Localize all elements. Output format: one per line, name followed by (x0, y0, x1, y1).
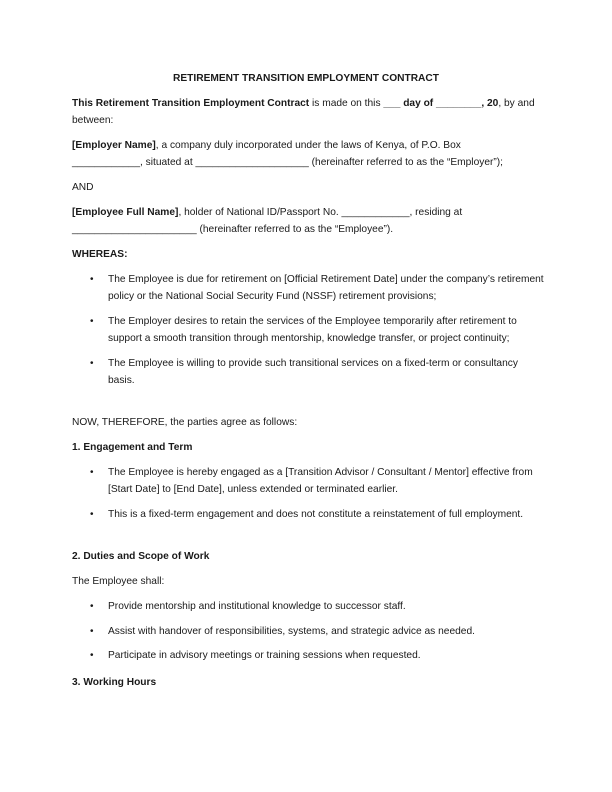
list-item: • This is a fixed-term engagement and does not constitute a reinstatement of full employment. (72, 507, 544, 524)
list-item: • Assist with handover of responsibilities, systems, and strategic advice as needed. (72, 624, 544, 641)
agree-paragraph: NOW, THEREFORE, the parties agree as follows: (72, 417, 298, 428)
employee-paragraph (72, 205, 544, 238)
section2-heading: 2. Duties and Scope of Work (72, 551, 210, 562)
employer-paragraph (72, 138, 544, 171)
employer-name-placeholder: [Employer Name] (72, 140, 156, 151)
list-item: • Participate in advisory meetings or training sessions when requested. (72, 648, 544, 665)
list-item: • The Employee is willing to provide such transitional services on a fixed-term or consultancy basis. (72, 356, 544, 389)
list-item: • The Employee is due for retirement on [Official Retirement Date] under the company’s retirement policy or the National Social Security Fund (NSSF) retirement provisions; (72, 272, 544, 305)
section2-lead: The Employee shall: (72, 576, 165, 587)
employee-line1: , holder of National ID/Passport No. ____________, residing at (178, 207, 463, 218)
section1-heading: 1. Engagement and Term (72, 442, 193, 453)
list-item: • The Employer desires to retain the services of the Employee temporarily after retirement to support a smooth transition through mentorship, knowledge transfer, or project continuity; (72, 314, 544, 347)
intro-paragraph (72, 96, 544, 129)
employer-line1: , a company duly incorporated under the laws of Kenya, of P.O. Box (155, 140, 461, 151)
intro-date-blank: ___ day of ________, 20 (383, 98, 499, 109)
intro-contract-name: This Retirement Transition Employment Contract (72, 98, 310, 109)
section3-heading: 3. Working Hours (72, 677, 157, 688)
section2-list (72, 599, 544, 665)
intro-text-a: is made on this (309, 98, 384, 109)
employee-line2: ______________________ (hereinafter referred to as the “Employee”). (72, 223, 394, 235)
employer-line2: ____________, situated at ____________________ (hereinafter referred to as the “Employer”); (72, 156, 504, 168)
and-label: AND (72, 182, 94, 193)
whereas-list (72, 272, 544, 389)
document-title: RETIREMENT TRANSITION EMPLOYMENT CONTRACT (173, 73, 439, 84)
list-item: • Provide mentorship and institutional knowledge to successor staff. (72, 599, 544, 616)
intro-text-b: , by and between: (72, 98, 535, 126)
whereas-heading: WHEREAS: (72, 249, 128, 260)
section1-list (72, 465, 544, 524)
employee-name-placeholder: [Employee Full Name] (72, 207, 179, 218)
list-item: • The Employee is hereby engaged as a [Transition Advisor / Consultant / Mentor] effective from [Start Date] to [End Date], unless extended or terminated earlier. (72, 465, 544, 498)
